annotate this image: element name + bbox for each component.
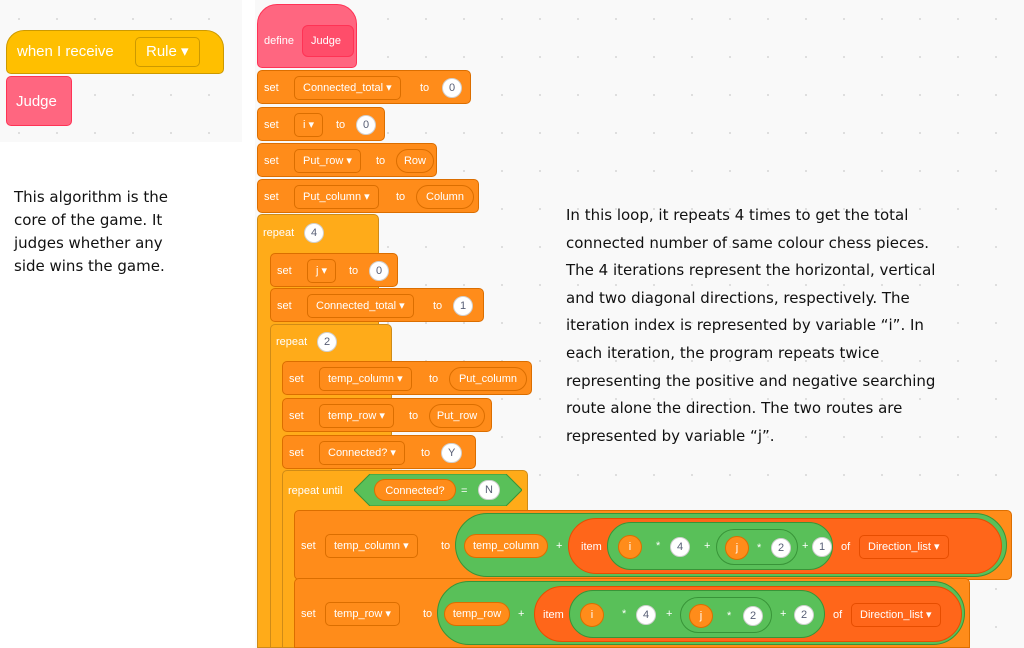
plus-operator: + xyxy=(780,608,787,620)
variable-name: Put_row xyxy=(303,155,344,167)
judge-call-label: Judge xyxy=(16,93,57,110)
variable-name: temp_column xyxy=(334,540,401,552)
variable-dropdown[interactable]: j ▾ xyxy=(307,259,336,283)
set-block[interactable] xyxy=(257,179,479,213)
repeat-until-label: repeat until xyxy=(288,485,343,497)
variable-name: Connected_total xyxy=(316,300,397,312)
loop-explanation xyxy=(566,202,935,450)
multiplier-input[interactable]: 2 xyxy=(743,606,763,626)
value-input[interactable]: 1 xyxy=(453,296,473,316)
explanation-line: The 4 iterations represent the horizontal, vertical xyxy=(566,261,936,280)
j-product[interactable] xyxy=(716,529,798,565)
times-operator: * xyxy=(727,610,732,622)
set-block[interactable] xyxy=(294,510,1012,580)
of-label: of xyxy=(833,609,843,621)
define-label: define xyxy=(264,35,294,47)
repeat-2-label: repeat xyxy=(276,336,308,348)
index-expression[interactable] xyxy=(607,522,833,570)
plus-operator: + xyxy=(802,540,809,552)
multiplier-input[interactable]: 4 xyxy=(670,537,690,557)
reporter-value[interactable]: Put_row xyxy=(429,404,485,428)
define-name: Judge xyxy=(311,35,341,47)
item-of-list[interactable] xyxy=(568,518,1002,574)
set-block[interactable] xyxy=(294,578,970,648)
times-operator: * xyxy=(622,608,627,620)
note-line: core of the game. It xyxy=(14,211,163,229)
define-judge-block[interactable] xyxy=(257,4,357,68)
explanation-line: route alone the direction. The two routes are xyxy=(566,399,903,418)
j-variable[interactable]: j xyxy=(689,604,713,628)
set-label: set xyxy=(301,540,316,552)
plus-operator: + xyxy=(518,608,525,620)
note-line: This algorithm is the xyxy=(14,188,168,206)
add-operator[interactable] xyxy=(455,513,1007,577)
value-input[interactable]: 0 xyxy=(356,115,376,135)
to-label: to xyxy=(409,410,419,422)
message-dropdown[interactable] xyxy=(135,37,200,67)
set-block[interactable] xyxy=(257,143,437,177)
explanation-line: and two diagonal directions, respectively. The xyxy=(566,288,910,307)
set-block[interactable] xyxy=(257,70,471,104)
index-expression[interactable] xyxy=(569,590,825,638)
set-block[interactable] xyxy=(282,435,476,469)
set-label: set xyxy=(264,119,279,131)
offset-input[interactable]: 2 xyxy=(794,605,814,625)
variable-dropdown[interactable]: temp_row ▾ xyxy=(319,404,394,428)
until-variable-label: Connected? xyxy=(385,485,445,497)
set-label: set xyxy=(301,608,316,620)
set-block[interactable] xyxy=(270,288,484,322)
list-name: Direction_list xyxy=(868,541,931,553)
j-product[interactable] xyxy=(680,597,772,633)
set-label: set xyxy=(277,300,292,312)
variable-dropdown[interactable]: temp_column ▾ xyxy=(319,367,412,391)
set-block[interactable] xyxy=(282,398,492,432)
variable-name: j xyxy=(316,265,319,277)
to-label: to xyxy=(423,608,433,620)
dropdown-arrow-icon: ▾ xyxy=(181,43,189,60)
times-operator: * xyxy=(656,540,661,552)
to-label: to xyxy=(396,191,406,203)
value-input[interactable]: Y xyxy=(441,443,462,463)
repeat-4-label: repeat xyxy=(263,227,295,239)
variable-name: temp_row xyxy=(328,410,377,422)
value-input[interactable]: 0 xyxy=(442,78,462,98)
to-label: to xyxy=(433,300,443,312)
to-label: to xyxy=(336,119,346,131)
item-label: item xyxy=(581,541,602,553)
message-value: Rule xyxy=(146,43,177,60)
variable-dropdown[interactable]: temp_row ▾ xyxy=(325,602,400,626)
set-label: set xyxy=(264,82,279,94)
plus-operator: + xyxy=(556,540,563,552)
variable-dropdown[interactable]: Connected? ▾ xyxy=(319,441,405,465)
explanation-line: each iteration, the program repeats twice xyxy=(566,343,880,362)
multiplier-input[interactable]: 2 xyxy=(771,538,791,558)
item-of-list[interactable] xyxy=(534,586,962,642)
to-label: to xyxy=(429,373,439,385)
to-label: to xyxy=(441,540,451,552)
add-operator[interactable] xyxy=(437,581,965,645)
to-label: to xyxy=(349,265,359,277)
variable-dropdown[interactable]: Connected_total ▾ xyxy=(307,294,414,318)
set-label: set xyxy=(289,410,304,422)
until-value[interactable]: N xyxy=(478,480,500,500)
variable-dropdown[interactable]: Connected_total ▾ xyxy=(294,76,401,100)
set-block[interactable] xyxy=(282,361,532,395)
explanation-line: represented by variable “j”. xyxy=(566,426,775,445)
to-label: to xyxy=(421,447,431,459)
i-variable[interactable]: i xyxy=(580,603,604,627)
offset-input[interactable]: 1 xyxy=(812,537,832,557)
to-label: to xyxy=(420,82,430,94)
until-variable[interactable] xyxy=(374,479,456,501)
explanation-line: iteration index is represented by variable “i”. In xyxy=(566,316,924,335)
when-i-receive-block[interactable] xyxy=(6,30,224,74)
explanation-line: connected number of same colour chess pieces. xyxy=(566,233,930,252)
value-input[interactable]: 0 xyxy=(369,261,389,281)
list-name: Direction_list xyxy=(860,609,923,621)
set-block[interactable] xyxy=(270,253,398,287)
set-label: set xyxy=(277,265,292,277)
times-operator: * xyxy=(757,542,762,554)
set-label: set xyxy=(264,155,279,167)
i-variable[interactable]: i xyxy=(618,535,642,559)
base-variable[interactable]: temp_column xyxy=(464,534,548,558)
set-label: set xyxy=(289,447,304,459)
explanation-line: representing the positive and negative searching xyxy=(566,371,936,390)
j-variable[interactable]: j xyxy=(725,536,749,560)
reporter-value[interactable]: Put_column xyxy=(449,367,527,391)
repeat-2-count[interactable]: 2 xyxy=(317,332,337,352)
to-label: to xyxy=(376,155,386,167)
variable-dropdown[interactable]: temp_column ▾ xyxy=(325,534,418,558)
note-line: side wins the game. xyxy=(14,257,165,275)
multiplier-input[interactable]: 4 xyxy=(636,605,656,625)
variable-dropdown[interactable]: Put_column ▾ xyxy=(294,185,379,209)
list-dropdown[interactable]: Direction_list ▾ xyxy=(851,603,941,627)
variable-name: temp_row xyxy=(334,608,383,620)
when-i-receive-label: when I receive xyxy=(17,43,114,60)
reporter-value[interactable]: Row xyxy=(396,149,434,173)
plus-operator: + xyxy=(666,608,673,620)
explanation-line: In this loop, it repeats 4 times to get the total xyxy=(566,206,909,224)
variable-dropdown[interactable]: i ▾ xyxy=(294,113,323,137)
repeat-4-count[interactable]: 4 xyxy=(304,223,324,243)
define-name-slot[interactable] xyxy=(302,25,354,57)
variable-name: temp_column xyxy=(328,373,395,385)
equals-operator: = xyxy=(461,485,468,497)
set-label: set xyxy=(264,191,279,203)
of-label: of xyxy=(841,541,851,553)
note-line: judges whether any xyxy=(14,234,163,252)
plus-operator: + xyxy=(704,540,711,552)
variable-name: Connected? xyxy=(328,447,388,459)
item-label: item xyxy=(543,609,564,621)
base-variable[interactable]: temp_row xyxy=(444,602,510,626)
judge-call-block[interactable] xyxy=(6,76,72,126)
variable-dropdown[interactable]: Put_row ▾ xyxy=(294,149,361,173)
variable-name: Connected_total xyxy=(303,82,384,94)
set-label: set xyxy=(289,373,304,385)
set-block[interactable] xyxy=(257,107,385,141)
list-dropdown[interactable]: Direction_list ▾ xyxy=(859,535,949,559)
variable-name: i xyxy=(303,119,306,131)
reporter-value[interactable]: Column xyxy=(416,185,474,209)
variable-name: Put_column xyxy=(303,191,362,203)
algorithm-note xyxy=(14,186,168,278)
